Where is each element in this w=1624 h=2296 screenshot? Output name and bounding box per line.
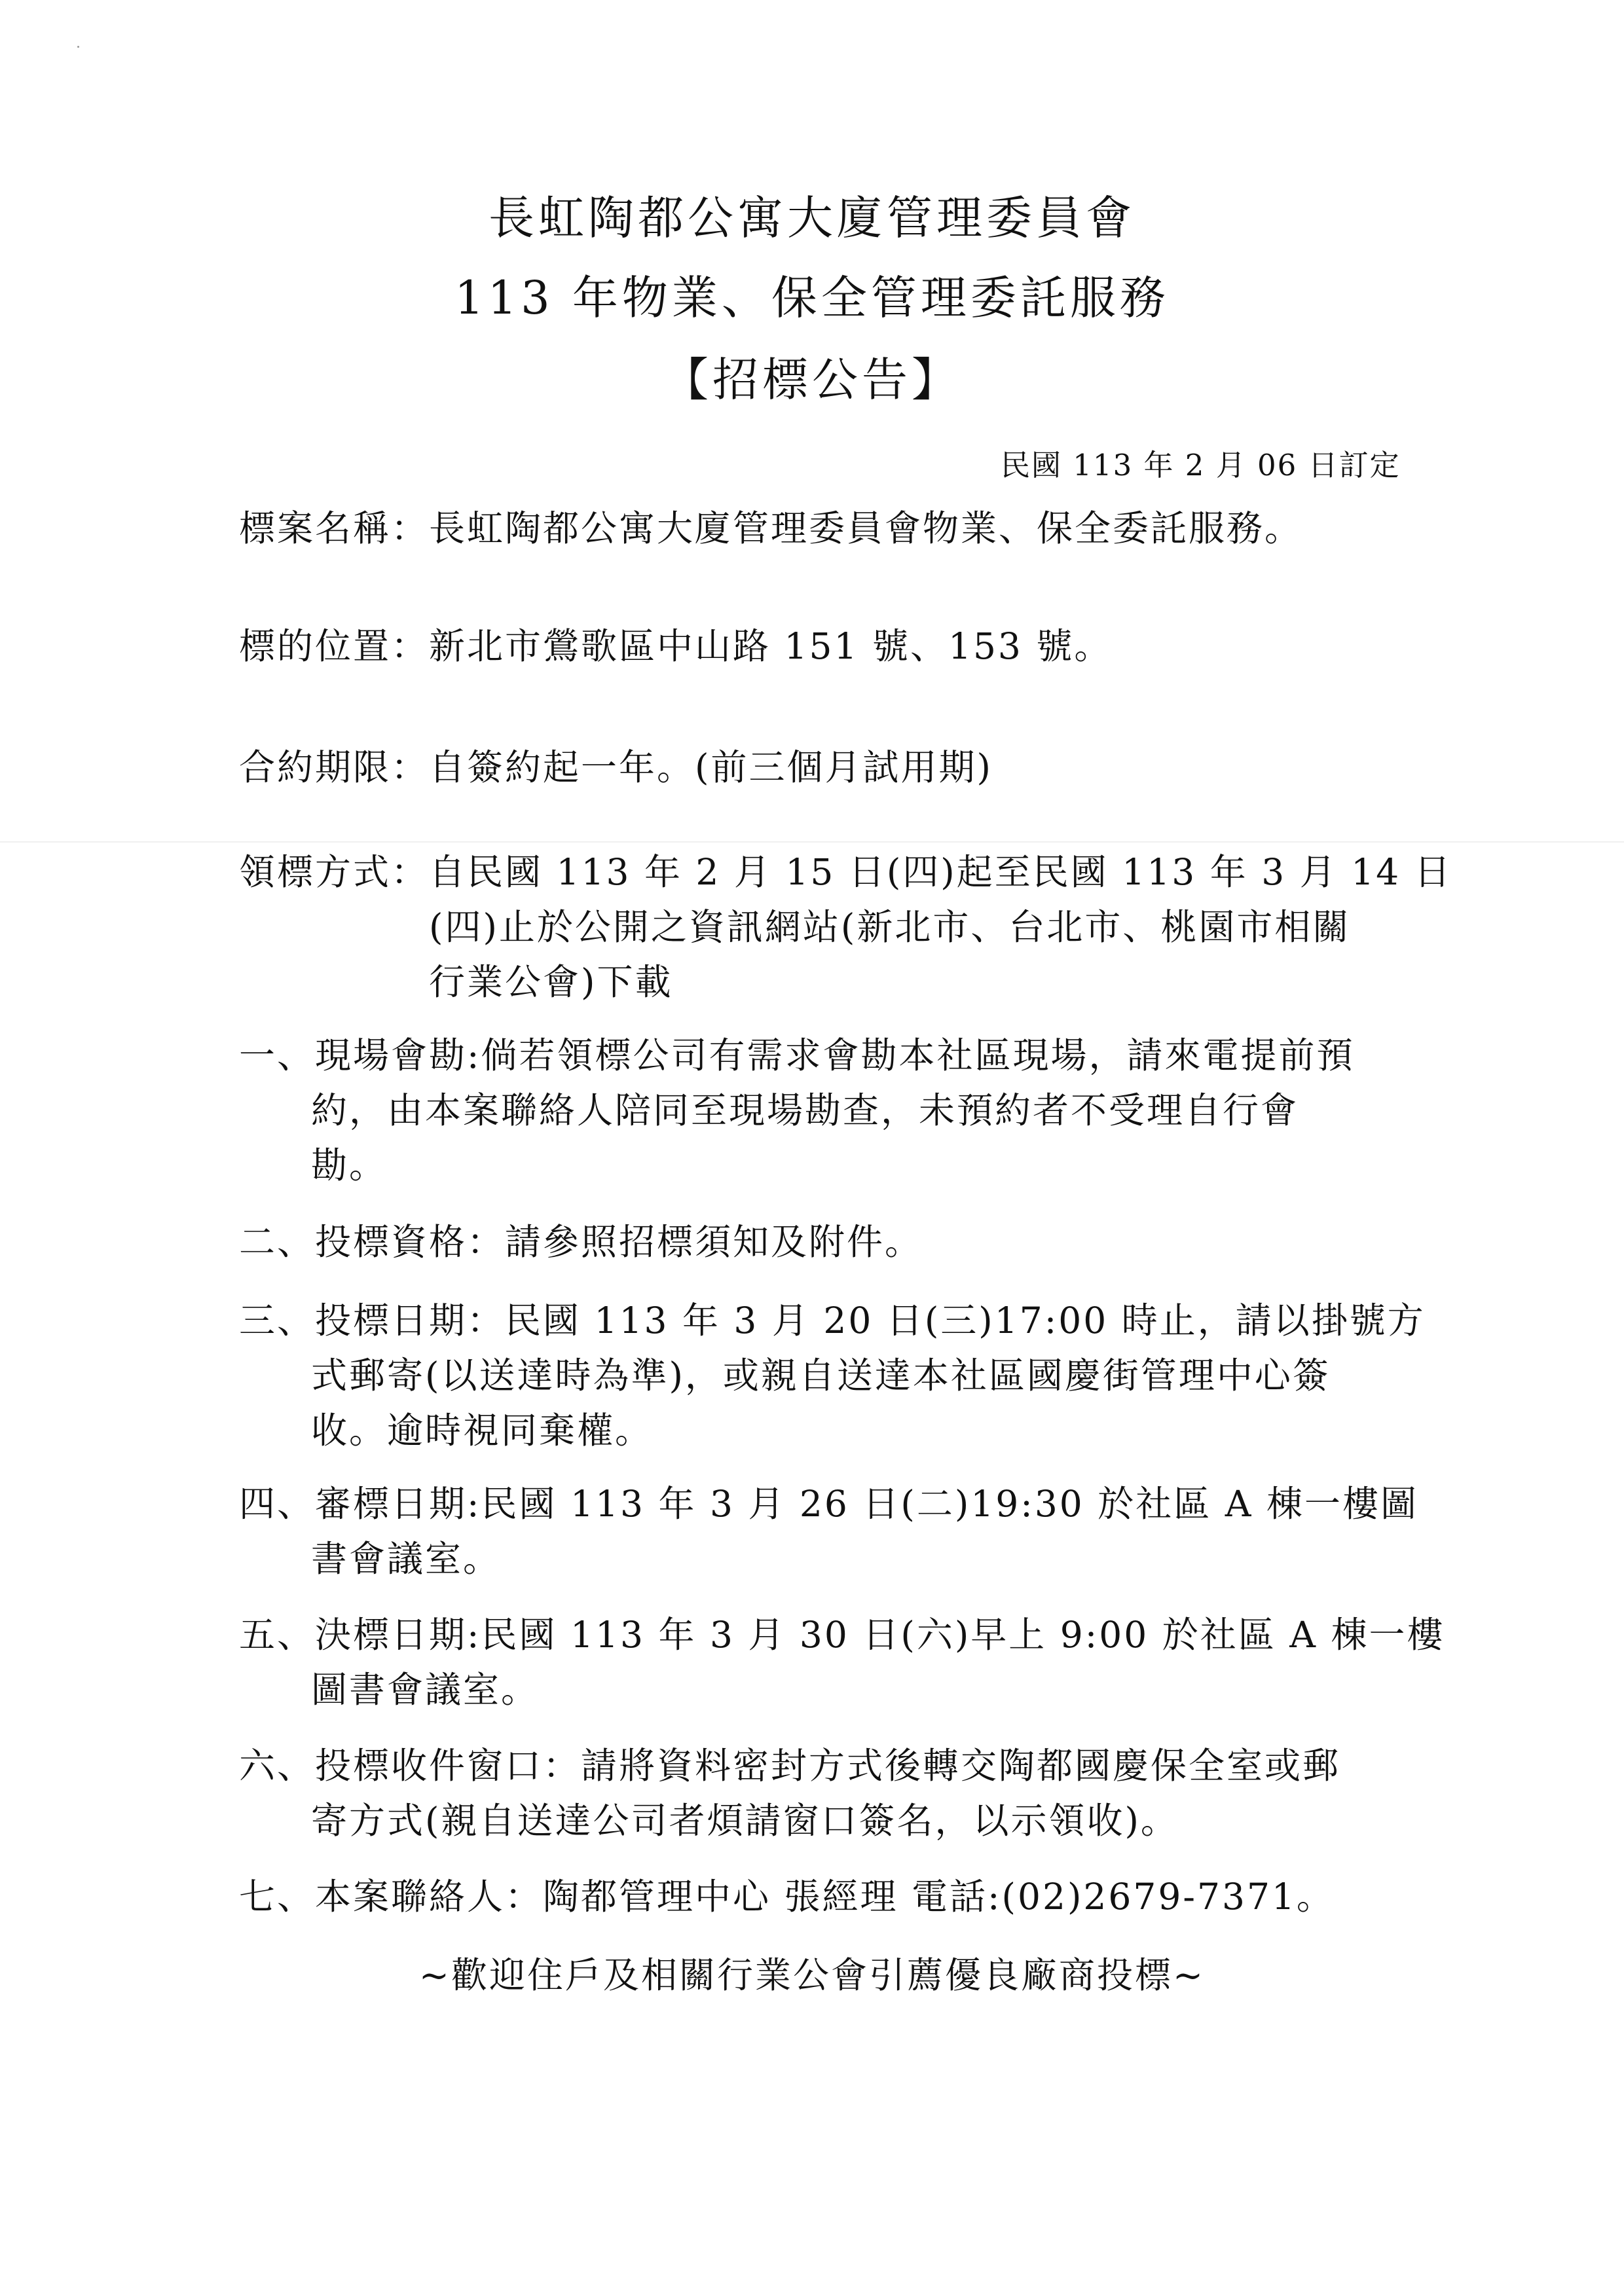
contract-term (239, 740, 993, 795)
item-line: 約，由本案聯絡人陪同至現場勘查，未預約者不受理自行會 (311, 1089, 1299, 1131)
tender-pickup (239, 845, 1452, 1010)
org-title: 長虹陶都公寓大廈管理委員會 (489, 191, 1135, 245)
issue-date: 民國 113 年 2 月 06 日訂定 (1001, 448, 1401, 483)
item-submission-window (239, 1738, 1340, 1848)
item-line: 四、審標日期:民國 113 年 3 月 26 日(二)19:30 於社區 A 棟一樓圖 (239, 1483, 1418, 1525)
scan-speck (77, 46, 79, 48)
item-line: 一、現場會勘:倘若領標公司有需求會勘本社區現場，請來電提前預 (239, 1034, 1355, 1076)
contract-term-text: 合約期限：自簽約起一年。(前三個月試用期) (239, 746, 993, 788)
case-name-text: 標案名稱：長虹陶都公寓大廈管理委員會物業、保全委託服務。 (239, 507, 1303, 549)
item-qualification (239, 1214, 923, 1269)
notice-title: 【招標公告】 (663, 353, 961, 407)
item-award-date (239, 1607, 1445, 1717)
item-line: 七、本案聯絡人：陶都管理中心 張經理 電話:(02)2679-7371。 (239, 1876, 1335, 1918)
item-line: 式郵寄(以送達時為準)，或親自送達本社區國慶街管理中心簽 (311, 1355, 1331, 1396)
item-line: 書會議室。 (311, 1538, 502, 1580)
tender-pickup-line: 領標方式：自民國 113 年 2 月 15 日(四)起至民國 113 年 3 月 14 日 (239, 851, 1452, 893)
item-line: 三、投標日期：民國 113 年 3 月 20 日(三)17:00 時止，請以掛號方 (239, 1300, 1426, 1341)
item-line: 六、投標收件窗口：請將資料密封方式後轉交陶都國慶保全室或郵 (239, 1745, 1341, 1787)
item-line: 二、投標資格：請參照招標須知及附件。 (239, 1221, 923, 1263)
item-review-date (239, 1476, 1418, 1586)
service-title: 113 年物業、保全管理委託服務 (454, 271, 1170, 325)
item-line: 寄方式(親自送達公司者煩請窗口簽名，以示領收)。 (311, 1800, 1179, 1842)
item-contact (239, 1869, 1335, 1924)
item-line: 勘。 (311, 1144, 388, 1186)
case-name (239, 501, 1302, 556)
item-site-visit (239, 1028, 1355, 1193)
item-bid-date (239, 1293, 1426, 1458)
item-line: 五、決標日期:民國 113 年 3 月 30 日(六)早上 9:00 於社區 A 棟一樓 (239, 1614, 1445, 1656)
tender-pickup-line: (四)止於公開之資訊網站(新北市、台北市、桃園市相關 (429, 906, 1351, 948)
item-line: 圖書會議室。 (311, 1669, 540, 1711)
tender-pickup-line: 行業公會)下載 (429, 961, 673, 1003)
case-location (239, 619, 1112, 674)
scan-line (0, 841, 1624, 843)
item-line: 收。逾時視同棄權。 (311, 1410, 654, 1451)
closing-line: ~歡迎住戶及相關行業公會引薦優良廠商投標~ (418, 1954, 1206, 1996)
case-location-text: 標的位置：新北市鶯歌區中山路 151 號、153 號。 (239, 625, 1113, 667)
